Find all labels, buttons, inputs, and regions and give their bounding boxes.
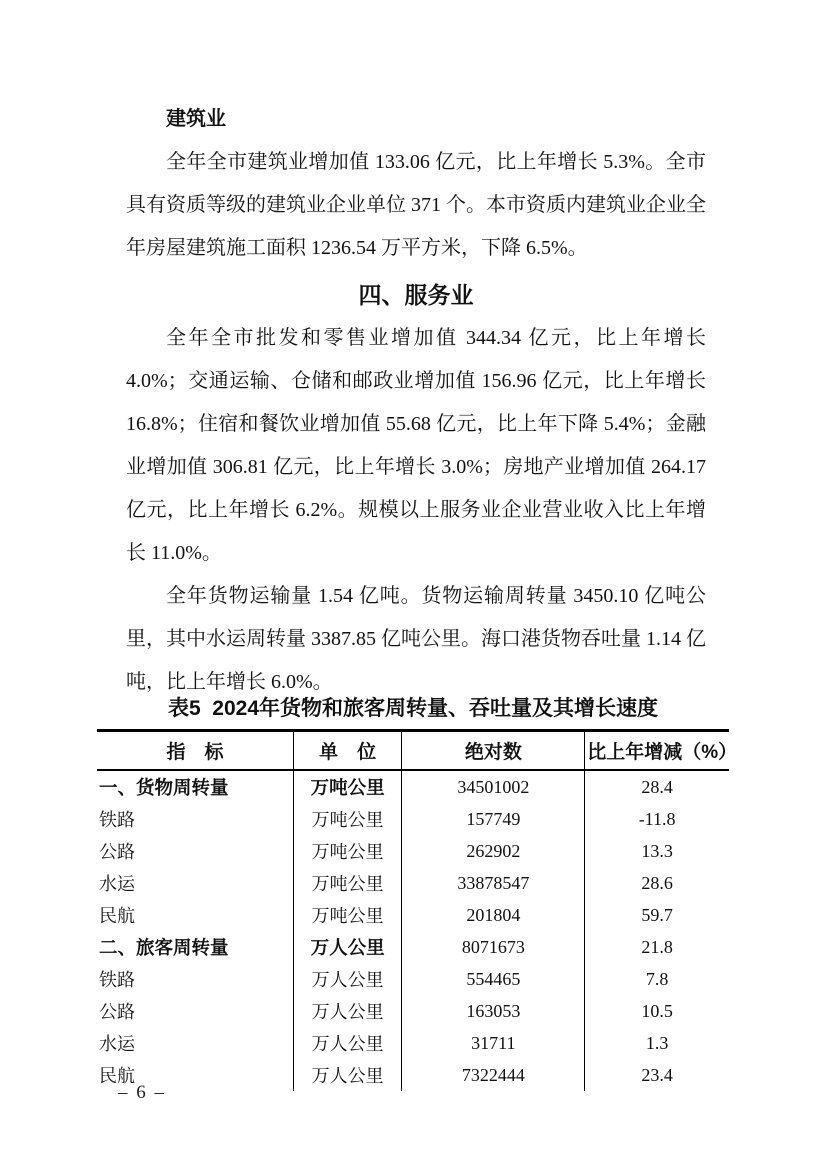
table5-block bbox=[97, 692, 738, 1091]
value-cell: 33878547 bbox=[402, 867, 585, 899]
construction-paragraph: 全年全市建筑业增加值 133.06 亿元，比上年增长 5.3%。全市具有资质等级的建筑业企业单位 371 个。本市资质内建筑业企业全年房屋建筑施工面积 1236.54 万平方米，下降 6.5%。 bbox=[126, 151, 706, 259]
table-row bbox=[97, 963, 729, 995]
table-row bbox=[97, 1059, 729, 1091]
table-row bbox=[97, 995, 729, 1027]
header-indicator: 指 标 bbox=[97, 731, 293, 771]
table-header-row bbox=[97, 731, 729, 771]
indicator-cell: 公路 bbox=[97, 835, 293, 867]
services-section-heading: 四、服务业 bbox=[358, 282, 474, 308]
page-number: – 6 – bbox=[118, 1082, 166, 1103]
value-cell: 7322444 bbox=[402, 1059, 585, 1091]
indicator-cell: 铁路 bbox=[97, 803, 293, 835]
unit-cell: 万吨公里 bbox=[293, 899, 402, 931]
value-cell: 201804 bbox=[402, 899, 585, 931]
change-cell: 59.7 bbox=[641, 904, 673, 925]
value-cell: 262902 bbox=[402, 835, 585, 867]
indicator-cell: 民航 bbox=[97, 1059, 293, 1091]
indicator-cell: 铁路 bbox=[97, 963, 293, 995]
indicator-cell: 水运 bbox=[97, 1027, 293, 1059]
indicator-cell: 二、旅客周转量 bbox=[97, 931, 293, 963]
table5-header bbox=[97, 731, 738, 771]
value-cell: 554465 bbox=[402, 963, 585, 995]
change-cell: 10.5 bbox=[641, 1000, 673, 1021]
unit-cell: 万吨公里 bbox=[293, 835, 402, 867]
change-cell: 7.8 bbox=[645, 968, 669, 989]
change-cell: 21.8 bbox=[641, 936, 673, 957]
change-cell: 1.3 bbox=[645, 1032, 669, 1053]
unit-cell: 万人公里 bbox=[293, 931, 402, 963]
indicator-cell: 一、货物周转量 bbox=[97, 770, 293, 803]
services-paragraph-2: 全年货物运输量 1.54 亿吨。货物运输周转量 3450.10 亿吨公里，其中水运周转量 3387.85 亿吨公里。海口港货物吞吐量 1.14 亿吨，比上年增长 6.0%。 bbox=[126, 585, 706, 693]
table-body bbox=[97, 770, 729, 1091]
table-row bbox=[97, 835, 729, 867]
value-cell: 157749 bbox=[402, 803, 585, 835]
unit-cell: 万吨公里 bbox=[293, 770, 402, 803]
header-unit: 单 位 bbox=[293, 731, 402, 771]
unit-cell: 万吨公里 bbox=[293, 803, 402, 835]
unit-cell: 万吨公里 bbox=[293, 867, 402, 899]
unit-cell: 万人公里 bbox=[293, 995, 402, 1027]
construction-heading: 建筑业 bbox=[166, 108, 226, 130]
value-cell: 31711 bbox=[402, 1027, 585, 1059]
table-row bbox=[97, 931, 729, 963]
table-row bbox=[97, 867, 729, 899]
table-row bbox=[97, 899, 729, 931]
text-content bbox=[126, 98, 706, 704]
change-cell: 28.4 bbox=[641, 776, 673, 797]
unit-cell: 万人公里 bbox=[293, 1059, 402, 1091]
table5-title: 表5 2024年货物和旅客周转量、吞吐量及其增长速度 bbox=[167, 697, 659, 720]
change-cell: 28.6 bbox=[641, 872, 673, 893]
indicator-cell: 公路 bbox=[97, 995, 293, 1027]
change-cell: 13.3 bbox=[641, 840, 673, 861]
table5 bbox=[97, 729, 738, 1091]
header-change-percent: 比上年增减（%） bbox=[585, 731, 729, 771]
value-cell: 8071673 bbox=[402, 931, 585, 963]
table-row bbox=[97, 1027, 729, 1059]
unit-cell: 万人公里 bbox=[293, 963, 402, 995]
indicator-cell: 水运 bbox=[97, 867, 293, 899]
header-absolute-value: 绝对数 bbox=[402, 731, 585, 771]
table-row bbox=[97, 770, 729, 803]
table-row bbox=[97, 803, 729, 835]
services-paragraph-1: 全年全市批发和零售业增加值 344.34 亿元，比上年增长 4.0%；交通运输、仓储和邮政业增加值 156.96 亿元，比上年增长 16.8%；住宿和餐饮业增加值 55.68 亿元，比上年下降 5.4%；金融业增加值 306.81 亿元，比上年增长 3.0%；房地产业增加值 264.17 亿元，比上年增长 6.2%。规模以上服务业企业营业收入比上年增长 11.0%。 bbox=[126, 327, 706, 564]
unit-cell: 万人公里 bbox=[293, 1027, 402, 1059]
indicator-cell: 民航 bbox=[97, 899, 293, 931]
value-cell: 34501002 bbox=[402, 770, 585, 803]
value-cell: 163053 bbox=[402, 995, 585, 1027]
change-cell: 23.4 bbox=[641, 1064, 673, 1085]
change-cell: -11.8 bbox=[638, 808, 676, 829]
